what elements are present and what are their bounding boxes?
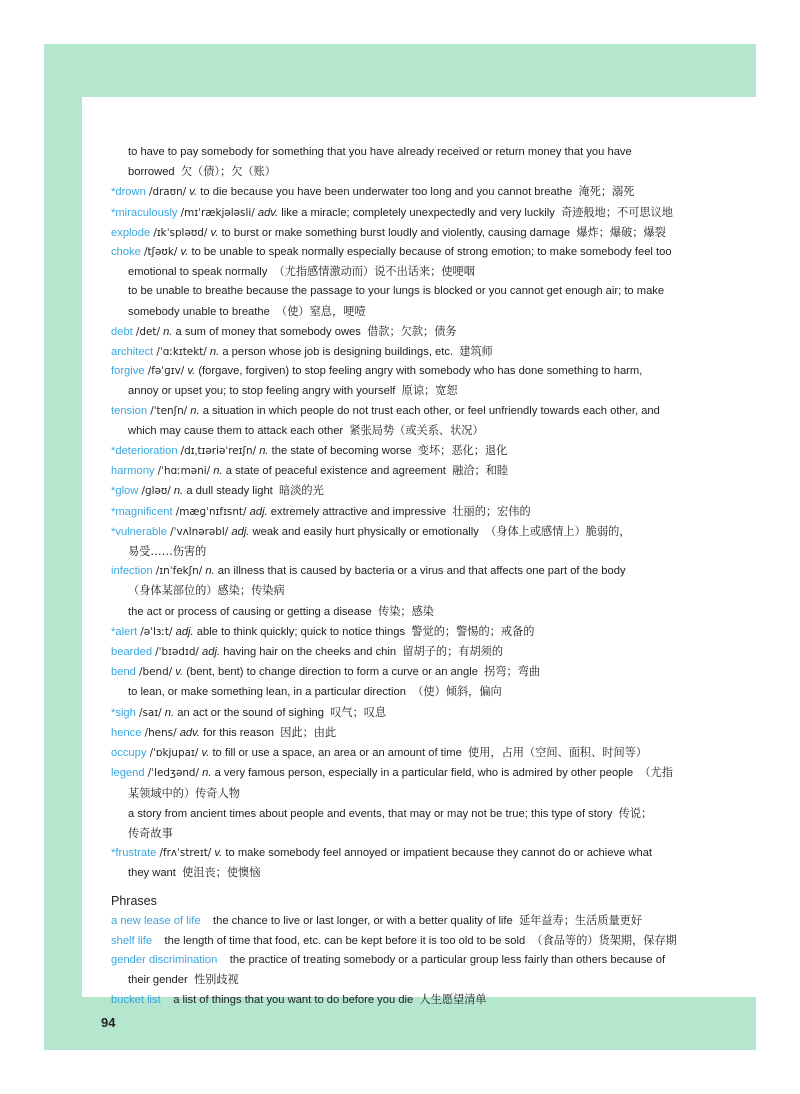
entry	[111, 622, 701, 642]
definition: an illness that is caused by bacteria or a virus and that affects one part of the body	[217, 565, 626, 578]
part-of-speech: n.	[190, 404, 200, 417]
entry	[111, 522, 701, 542]
phrase-entry	[111, 990, 701, 1010]
chinese-gloss: 借款；欠款；债务	[367, 324, 457, 338]
phrases-heading: Phrases	[111, 893, 157, 908]
definition: to lean, or make something lean, in a particular direction	[128, 686, 406, 699]
headword: *sigh	[111, 706, 136, 719]
definition: their gender	[128, 974, 188, 987]
headword: tension	[111, 404, 148, 417]
chinese-gloss: 建筑师	[459, 345, 493, 359]
chinese-gloss: 爆炸；爆破；爆裂	[576, 225, 666, 239]
part-of-speech: v.	[189, 186, 198, 199]
entry	[111, 703, 701, 723]
part-of-speech: n.	[209, 346, 220, 359]
part-of-speech: v.	[187, 365, 196, 378]
phrase-entries	[111, 911, 701, 1011]
headword: *vulnerable	[111, 525, 167, 538]
headword: *magnificent	[111, 505, 173, 518]
pronunciation: /draʊn/	[148, 186, 187, 199]
pronunciation: /tʃəʊk/	[143, 246, 178, 259]
pronunciation: /mæɡˈnɪfɪsnt/	[175, 505, 247, 518]
phrase: gender discrimination	[111, 953, 218, 966]
part-of-speech: n.	[164, 706, 175, 719]
pronunciation: /ˈtenʃn/	[150, 404, 188, 417]
chinese-gloss: 拐弯；弯曲	[484, 665, 541, 679]
headword: *glow	[111, 485, 139, 498]
pronunciation: /fəˈɡɪv/	[147, 365, 185, 378]
headword: explode	[111, 226, 151, 239]
headword: *alert	[111, 625, 138, 638]
part-of-speech: adj.	[175, 625, 194, 638]
chinese-gloss: 变坏；恶化；退化	[417, 444, 508, 458]
entry-continuation	[111, 581, 701, 601]
chinese-gloss: （身体某部位的）感染；传染病	[128, 584, 285, 598]
chinese-gloss: 留胡子的；有胡须的	[402, 645, 504, 659]
entry	[111, 402, 701, 421]
entry-continuation	[111, 863, 701, 883]
headword: infection	[111, 565, 153, 578]
phrase: bucket list	[111, 994, 161, 1007]
part-of-speech: adv.	[257, 206, 279, 219]
phrase-entry	[111, 931, 701, 951]
chinese-gloss: 易受……伤害的	[128, 545, 207, 559]
headword: hence	[111, 726, 142, 739]
part-of-speech: adj.	[231, 525, 250, 538]
entry-continuation	[111, 542, 701, 562]
entry-continuation	[111, 784, 701, 804]
definition: a dull steady light	[186, 485, 273, 498]
definition: having hair on the cheeks and chin	[223, 646, 397, 659]
definition: a story from ancient times about people and events, that may or may not be true; this type of story	[128, 807, 613, 820]
definition: borrowed	[128, 166, 175, 179]
chinese-gloss: （使）倾斜，偏向	[412, 685, 502, 699]
definition: annoy or upset you; to stop feeling angry with yourself	[128, 385, 396, 398]
part-of-speech: n.	[205, 565, 215, 578]
pronunciation: /det/	[135, 325, 160, 338]
pronunciation: /əˈlɜːt/	[140, 625, 173, 638]
entry	[111, 502, 701, 522]
entry	[111, 223, 701, 243]
definition: weak and easily hurt physically or emotionally	[252, 525, 479, 538]
entry-continuation	[111, 143, 701, 162]
part-of-speech: v.	[210, 226, 219, 239]
headword: *deterioration	[111, 445, 178, 458]
entry-continuation	[111, 282, 701, 301]
part-of-speech: n.	[163, 325, 173, 338]
definition: to be unable to speak normally especially because of strong emotion; to make somebody feel too	[191, 246, 672, 259]
pronunciation: /ˈledʒənd/	[147, 767, 200, 780]
entry	[111, 743, 701, 763]
definition: a list of things that you want to do before you die	[173, 994, 414, 1007]
entry-continuation	[111, 162, 701, 182]
chinese-gloss: （身体上或感情上）脆弱的，	[485, 524, 631, 538]
entry-continuation	[111, 682, 701, 702]
chinese-gloss: （食品等的）货架期，保存期	[531, 933, 677, 947]
headword: bearded	[111, 646, 153, 659]
definition: the state of becoming worse	[271, 445, 412, 458]
page-number: 94	[101, 1015, 116, 1030]
definition: a sum of money that somebody owes	[175, 325, 361, 338]
chinese-gloss: 使用，占用（空间、面积、时间等）	[468, 746, 648, 760]
headword: occupy	[111, 747, 147, 760]
definition: an act or the sound of sighing	[177, 706, 325, 719]
part-of-speech: n.	[173, 485, 184, 498]
definition: a very famous person, especially in a particular field, who is admired by other people	[214, 767, 634, 780]
entry	[111, 844, 701, 863]
word-entries	[111, 143, 701, 884]
definition: to make somebody feel annoyed or impatient because they cannot do or achieve what	[225, 847, 653, 860]
chinese-gloss: 人生愿望清单	[419, 993, 487, 1007]
definition: which may cause them to attack each other	[128, 424, 344, 437]
definition: somebody unable to breathe	[128, 305, 270, 318]
phrase: shelf life	[111, 934, 153, 947]
pronunciation: /bend/	[139, 666, 173, 679]
part-of-speech: v.	[214, 847, 223, 860]
entry-continuation	[111, 804, 701, 824]
definition: (forgave, forgiven) to stop feeling angry with somebody who has done something to harm,	[198, 365, 643, 378]
entry	[111, 562, 701, 581]
headword: choke	[111, 246, 141, 259]
chinese-gloss: 传染；感染	[378, 604, 434, 618]
entry-continuation	[111, 302, 701, 322]
chinese-gloss: （尤指感情激动而）说不出话来；使哽咽	[273, 265, 475, 279]
part-of-speech: v.	[175, 666, 184, 679]
entry	[111, 723, 701, 743]
headword: bend	[111, 666, 136, 679]
entry	[111, 182, 701, 202]
entry	[111, 461, 701, 481]
definition: they want	[128, 867, 176, 880]
headword: harmony	[111, 465, 155, 478]
chinese-gloss: 原谅；宽恕	[401, 384, 458, 398]
headword: *miraculously	[111, 206, 178, 219]
chinese-gloss: 警觉的；警惕的；戒备的	[411, 624, 535, 638]
chinese-gloss: 某领域中的）传奇人物	[128, 786, 240, 800]
entry	[111, 243, 701, 262]
phrase-entry	[111, 911, 701, 931]
pronunciation: /ˈhɑːməni/	[157, 465, 211, 478]
entry-continuation	[111, 421, 701, 441]
entry	[111, 322, 701, 342]
definition: like a miracle; completely unexpectedly and very luckily	[281, 206, 555, 219]
entry	[111, 362, 701, 381]
entry	[111, 441, 701, 461]
part-of-speech: v.	[201, 747, 210, 760]
pronunciation: /ˈɑːkɪtekt/	[156, 346, 207, 359]
chinese-gloss: 使沮丧；使懊恼	[182, 866, 261, 880]
definition: to burst or make something burst loudly and violently, causing damage	[221, 226, 571, 239]
entry	[111, 763, 701, 783]
chinese-gloss: 壮丽的；宏伟的	[452, 504, 531, 518]
pronunciation: /hens/	[144, 726, 177, 739]
headword: *drown	[111, 186, 146, 199]
chinese-gloss: 紧张局势（或关系、状况）	[349, 423, 484, 437]
chinese-gloss: （尤指	[639, 766, 673, 780]
entry	[111, 203, 701, 223]
chinese-gloss: 延年益寿；生活质量更好	[518, 913, 643, 927]
definition: to be unable to breathe because the passage to your lungs is blocked or you cannot get enough air; to make	[128, 285, 665, 298]
entry-continuation	[111, 602, 701, 622]
part-of-speech: n.	[259, 445, 269, 458]
headword: *frustrate	[111, 847, 157, 860]
phrase-continuation	[111, 970, 701, 990]
chinese-gloss: 传奇故事	[128, 826, 173, 840]
headword: architect	[111, 346, 154, 359]
pronunciation: /mɪˈrækjələsli/	[180, 206, 255, 219]
headword: debt	[111, 325, 133, 338]
part-of-speech: n.	[202, 767, 212, 780]
chinese-gloss: 暗淡的光	[279, 484, 324, 498]
definition: emotional to speak normally	[128, 266, 268, 279]
part-of-speech: adj.	[202, 646, 221, 659]
pronunciation: /dɪˌtɪəriəˈreɪʃn/	[180, 445, 257, 458]
definition: the chance to live or last longer, or with a better quality of life	[213, 914, 513, 927]
definition: the practice of treating somebody or a particular group less fairly than others because of	[229, 953, 666, 966]
definition: the length of time that food, etc. can be kept before it is too old to be sold	[164, 934, 526, 947]
pronunciation: /saɪ/	[139, 706, 162, 719]
chinese-gloss: 奇迹般地；不可思议地	[561, 205, 673, 219]
chinese-gloss: 融洽；和睦	[452, 464, 509, 478]
pronunciation: /ɪnˈfekʃn/	[155, 565, 203, 578]
chinese-gloss: 性别歧视	[193, 973, 239, 987]
definition: (bent, bent) to change direction to form a curve or an angle	[186, 666, 478, 679]
part-of-speech: adv.	[179, 726, 201, 739]
chinese-gloss: 淹死；溺死	[578, 185, 635, 199]
definition: a situation in which people do not trust each other, or feel unfriendly towards each other, and	[202, 404, 660, 417]
chinese-gloss: 欠（债）；欠（账）	[180, 165, 276, 179]
chinese-gloss: 传说；	[618, 806, 653, 820]
definition: to fill or use a space, an area or an amount of time	[212, 747, 462, 760]
chinese-gloss: 因此；由此	[280, 725, 337, 739]
pronunciation: /ˈbɪədɪd/	[155, 646, 199, 659]
definition: a state of peaceful existence and agreement	[225, 465, 446, 478]
chinese-gloss: 叹气；叹息	[330, 705, 387, 719]
vocabulary-list	[111, 143, 701, 1011]
headword: legend	[111, 767, 145, 780]
chinese-gloss: （使）窒息，哽噎	[276, 304, 366, 318]
entry	[111, 662, 701, 682]
definition: extremely attractive and impressive	[270, 505, 447, 518]
definition: a person whose job is designing buildings, etc.	[222, 346, 454, 359]
phrase-entry	[111, 951, 701, 970]
part-of-speech: n.	[213, 465, 223, 478]
pronunciation: /ˈvʌlnərəbl/	[170, 525, 229, 538]
pronunciation: /ˈɒkjupaɪ/	[149, 747, 199, 760]
part-of-speech: adj.	[249, 505, 268, 518]
entry-continuation	[111, 262, 701, 282]
entry	[111, 481, 701, 501]
pronunciation: /frʌˈstreɪt/	[159, 847, 212, 860]
headword: forgive	[111, 365, 145, 378]
definition: to have to pay somebody for something that you have already received or return money that you have	[128, 146, 632, 158]
definition: for this reason	[203, 726, 275, 739]
definition: to die because you have been underwater too long and you cannot breathe	[200, 186, 573, 199]
entry-continuation	[111, 824, 701, 844]
phrase: a new lease of life	[111, 914, 201, 927]
entry-continuation	[111, 381, 701, 401]
pronunciation: /ɪkˈspləʊd/	[153, 226, 208, 239]
entry	[111, 642, 701, 662]
definition: the act or process of causing or getting a disease	[128, 605, 372, 618]
definition: able to think quickly; quick to notice things	[196, 625, 406, 638]
part-of-speech: v.	[180, 246, 189, 259]
pronunciation: /ɡləʊ/	[141, 485, 171, 498]
entry	[111, 342, 701, 362]
